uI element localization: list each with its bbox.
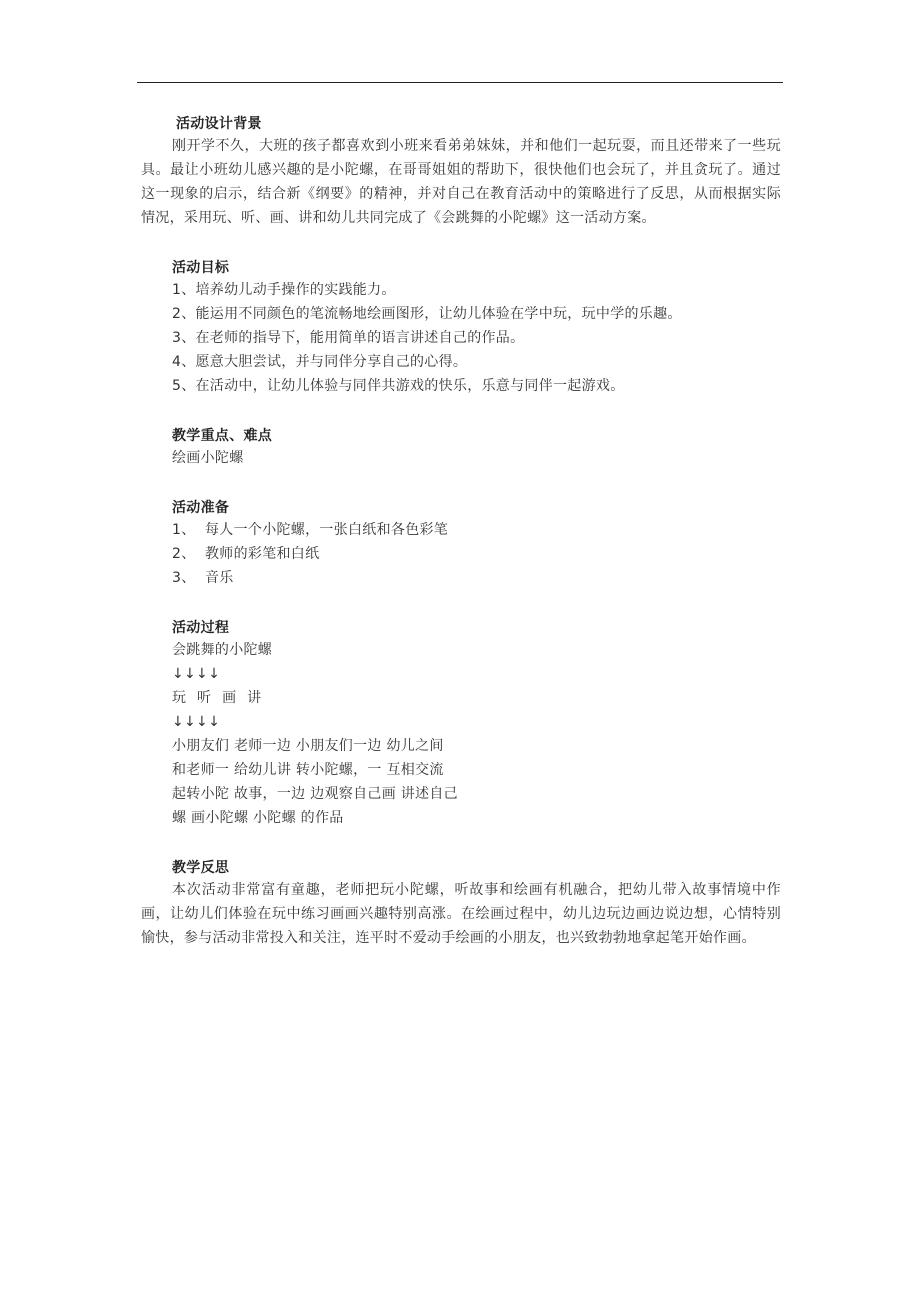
preparation-item: 2、 教师的彩笔和白纸 xyxy=(172,546,320,562)
goal-item: 1、培养幼儿动手操作的实践能力。 xyxy=(172,282,396,298)
section-key-points xyxy=(141,422,781,470)
section-process xyxy=(141,614,781,830)
goal-item: 5、在活动中，让幼儿体验与同伴共游戏的快乐，乐意与同伴一起游戏。 xyxy=(172,378,625,394)
section-goals xyxy=(141,254,781,398)
spacer xyxy=(141,230,781,254)
reflection-paragraph: 本次活动非常富有童趣，老师把玩小陀螺，听故事和绘画有机融合，把幼儿带入故事情境中作画，让幼儿们体验在玩中练习画画兴趣特别高涨。在绘画过程中，幼儿边玩边画边说边想，心情特别愉快，参与活动非常投入和关注，连平时不爱动手绘画的小朋友，也兴致勃勃地拿起笔开始作画。 xyxy=(141,882,781,946)
section-title-reflection: 教学反思 xyxy=(172,860,230,876)
process-line: 会跳舞的小陀螺 xyxy=(172,642,273,658)
preparation-item: 3、 音乐 xyxy=(172,570,234,586)
section-title-preparation: 活动准备 xyxy=(172,500,230,516)
goal-item: 4、愿意大胆尝试，并与同伴分享自己的心得。 xyxy=(172,354,468,370)
header-rule xyxy=(137,82,783,83)
spacer xyxy=(141,398,781,422)
section-preparation xyxy=(141,494,781,590)
process-arrows: ↓↓↓↓ xyxy=(172,714,221,730)
preparation-item: 1、 每人一个小陀螺，一张白纸和各色彩笔 xyxy=(172,522,449,538)
section-reflection xyxy=(141,854,781,950)
process-line: 玩 听 画 讲 xyxy=(172,690,262,706)
process-line: 和老师一 给幼儿讲 转小陀螺，一 互相交流 xyxy=(172,762,444,778)
section-title-goals: 活动目标 xyxy=(172,260,230,276)
background-paragraph: 刚开学不久，大班的孩子都喜欢到小班来看弟弟妹妹，并和他们一起玩耍，而且还带来了一些玩具。最让小班幼儿感兴趣的是小陀螺，在哥哥姐姐的帮助下，很快他们也会玩了，并且贪玩了。通过这一现象的启示，结合新《纲要》的精神，并对自己在教育活动中的策略进行了反思，从而根据实际情况，采用玩、听、画、讲和幼儿共同完成了《会跳舞的小陀螺》这一活动方案。 xyxy=(141,138,781,226)
section-title-process: 活动过程 xyxy=(172,620,230,636)
section-title-key-points: 教学重点、难点 xyxy=(172,428,273,444)
key-points-text: 绘画小陀螺 xyxy=(172,450,244,466)
process-line: 小朋友们 老师一边 小朋友们一边 幼儿之间 xyxy=(172,738,444,754)
process-arrows: ↓↓↓↓ xyxy=(172,666,221,682)
section-title-background: 活动设计背景 xyxy=(176,116,262,132)
goal-item: 3、在老师的指导下，能用简单的语言讲述自己的作品。 xyxy=(172,330,525,346)
section-background xyxy=(141,110,781,230)
process-line: 起转小陀 故事，一边 边观察自己画 讲述自己 xyxy=(172,786,458,802)
spacer xyxy=(141,830,781,854)
process-line: 螺 画小陀螺 小陀螺 的作品 xyxy=(172,810,344,826)
goal-item: 2、能运用不同颜色的笔流畅地绘画图形，让幼儿体验在学中玩，玩中学的乐趣。 xyxy=(172,306,682,322)
spacer xyxy=(141,590,781,614)
spacer xyxy=(141,470,781,494)
document-body xyxy=(141,110,781,950)
